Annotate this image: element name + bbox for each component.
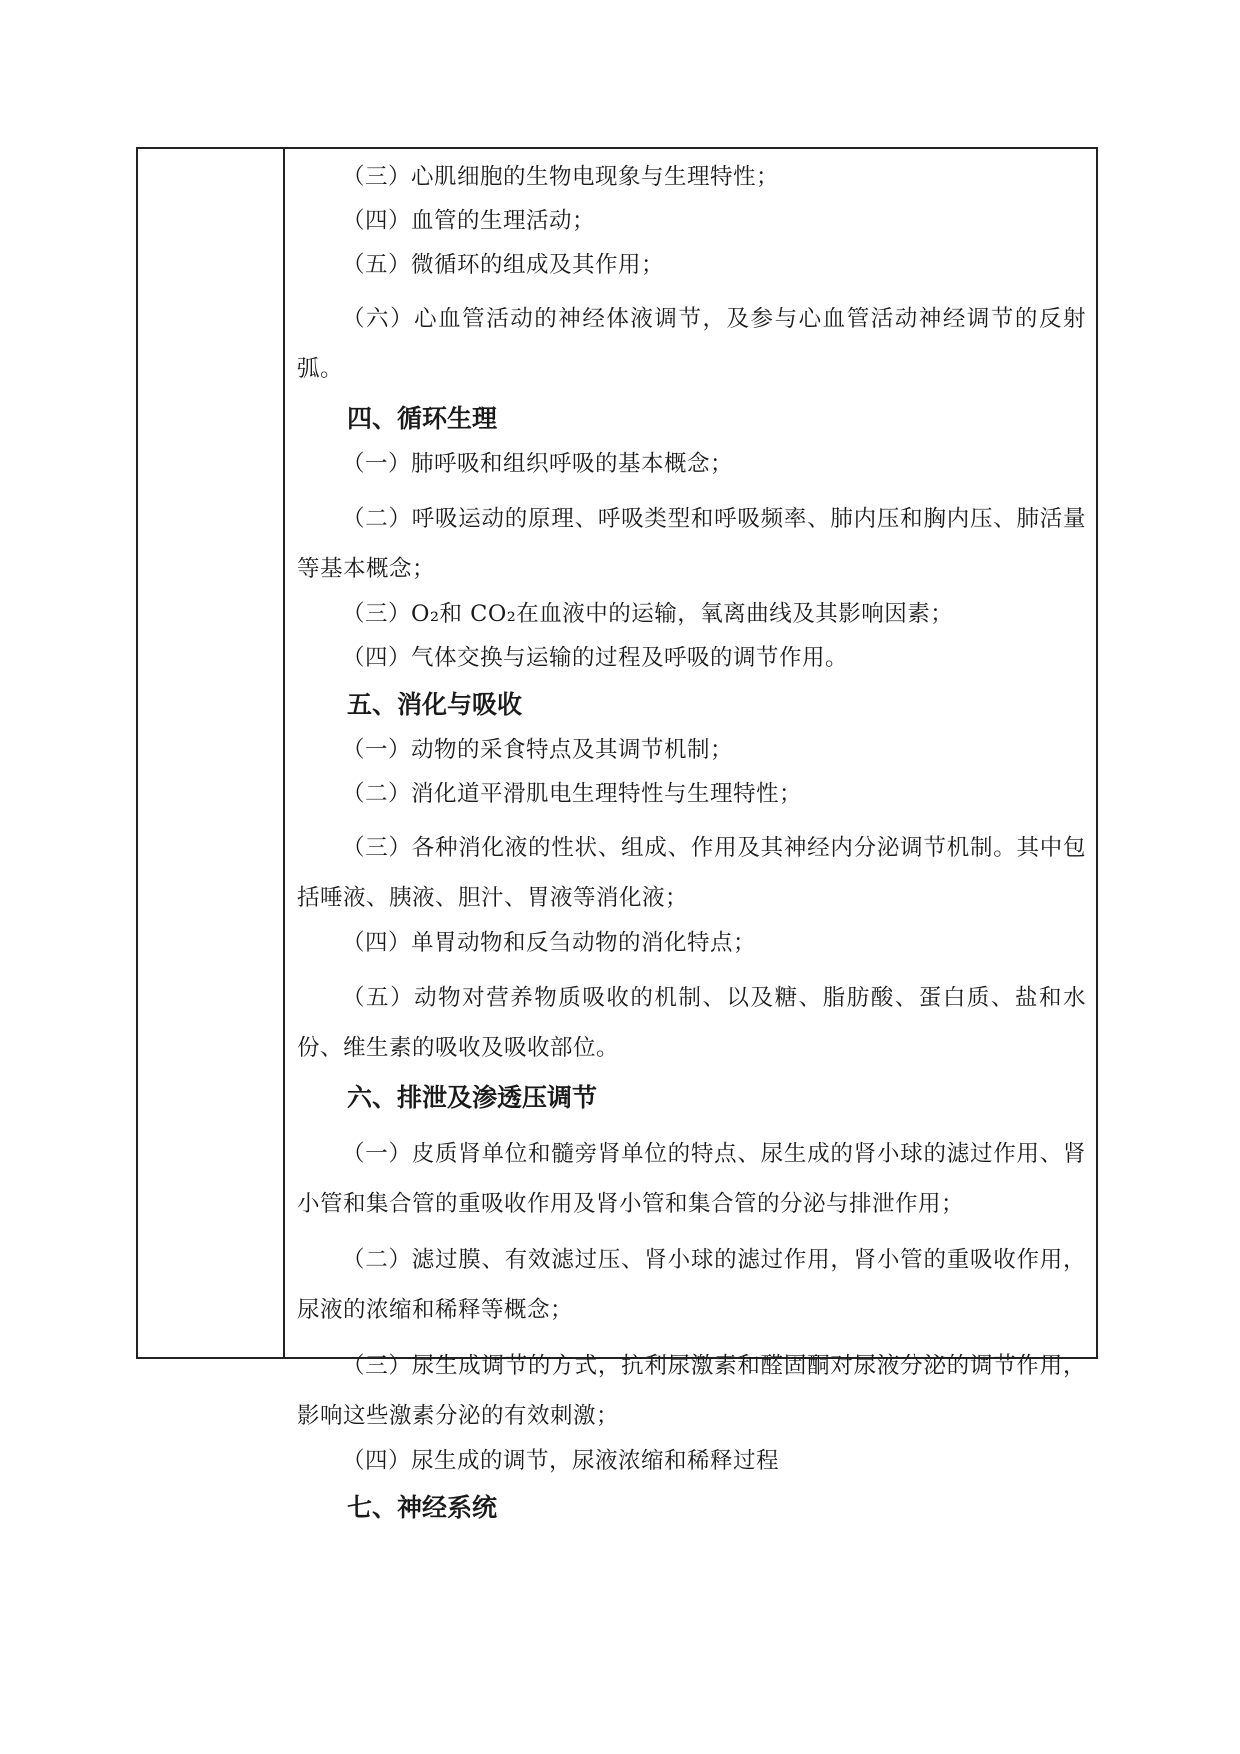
table-left-column <box>138 149 285 1357</box>
list-item: （四）气体交换与运输的过程及呼吸的调节作用。 <box>342 644 849 671</box>
list-item: （四）单胃动物和反刍动物的消化特点； <box>342 930 757 957</box>
list-item: （二）呼吸运动的原理、呼吸类型和呼吸频率、肺内压和胸内压、肺活量等基本概念； <box>297 506 1086 583</box>
section-heading: 七、神经系统 <box>347 1492 498 1522</box>
list-item: （四）尿生成的调节，尿液浓缩和稀释过程 <box>342 1448 780 1475</box>
table-content-column <box>285 149 1096 1522</box>
list-item: （二）消化道平滑肌电生理特性与生理特性； <box>342 780 803 807</box>
list-item: （三）各种消化液的性状、组成、作用及其神经内分泌调节机制。其中包括唾液、胰液、胆汁、胃液等消化液； <box>297 835 1086 912</box>
section-heading: 五、消化与吸收 <box>347 689 523 719</box>
section-heading: 四、循环生理 <box>347 404 498 434</box>
list-item: （六）心血管活动的神经体液调节，及参与心血管活动神经调节的反射弧。 <box>297 306 1086 383</box>
syllabus-table <box>136 147 1098 1522</box>
section-heading: 六、排泄及渗透压调节 <box>347 1083 598 1113</box>
list-item: （三）心肌细胞的生物电现象与生理特性； <box>342 164 780 190</box>
list-item: （一）动物的采食特点及其调节机制； <box>342 736 734 763</box>
list-item: （三）O₂和 CO₂在血液中的运输，氧离曲线及其影响因素； <box>342 601 954 628</box>
list-item: （五）微循环的组成及其作用； <box>342 251 665 278</box>
list-item: （一）皮质肾单位和髓旁肾单位的特点、尿生成的肾小球的滤过作用、肾小管和集合管的重吸收作用及肾小管和集合管的分泌与排泄作用； <box>297 1141 1086 1218</box>
list-item: （三）尿生成调节的方式，抗利尿激素和醛固酮对尿液分泌的调节作用，影响这些激素分泌的有效刺激； <box>297 1353 1086 1430</box>
list-item: （二）滤过膜、有效滤过压、肾小球的滤过作用，肾小管的重吸收作用，尿液的浓缩和稀释等概念； <box>297 1247 1086 1324</box>
list-item: （一）肺呼吸和组织呼吸的基本概念； <box>342 451 734 478</box>
list-item: （五）动物对营养物质吸收的机制、以及糖、脂肪酸、蛋白质、盐和水份、维生素的吸收及吸收部位。 <box>297 985 1086 1062</box>
list-item: （四）血管的生理活动； <box>342 207 596 234</box>
